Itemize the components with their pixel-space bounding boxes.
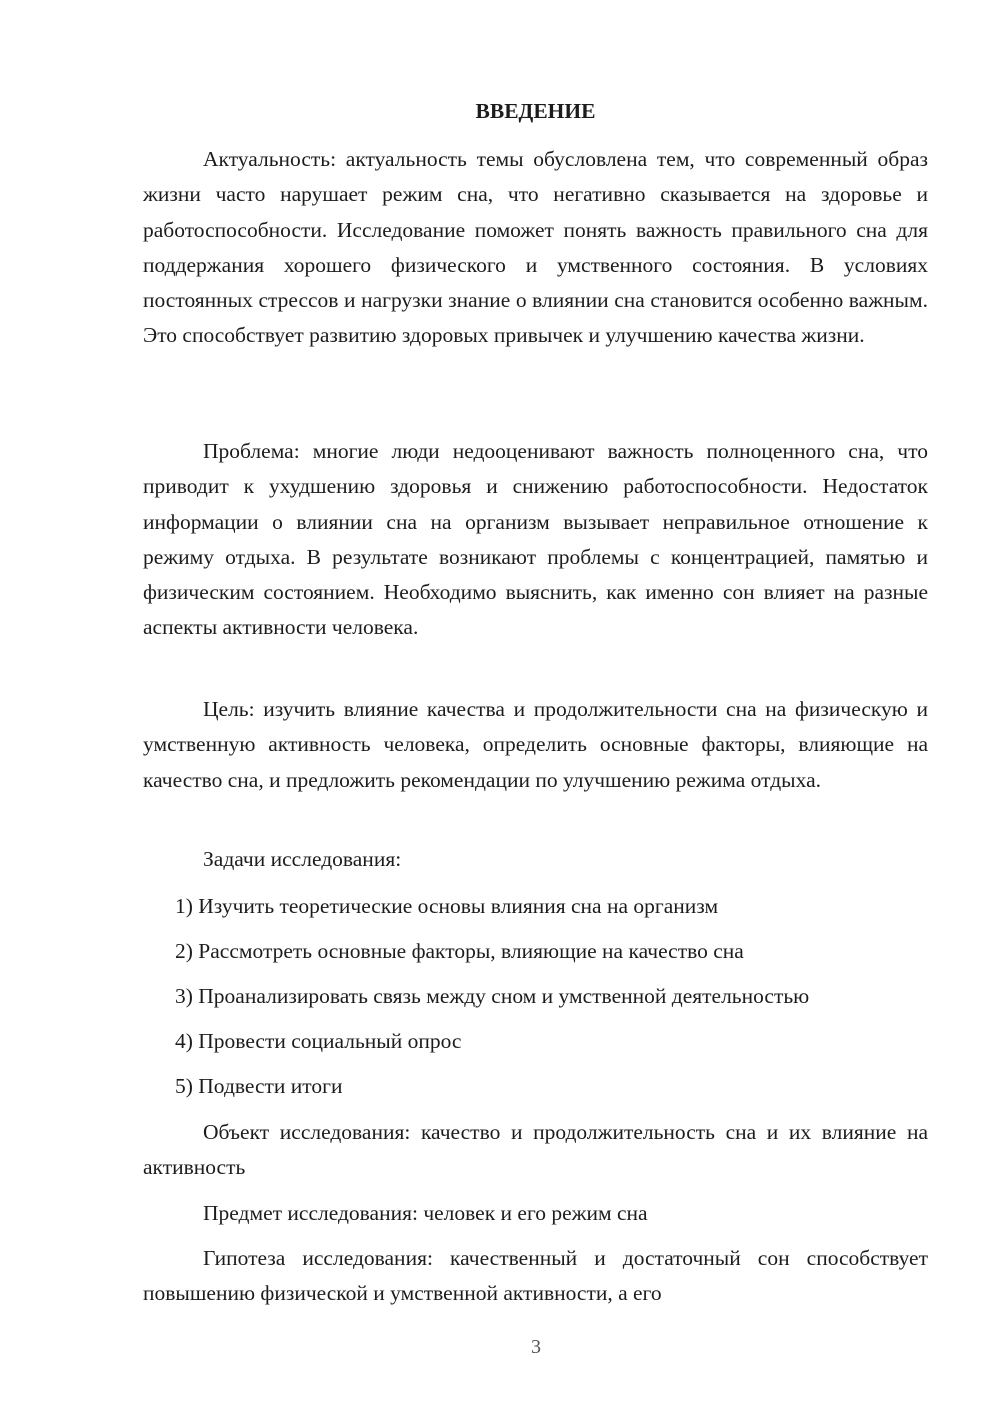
goal-paragraph: Цель: изучить влияние качества и продолжительности сна на физическую и умственную активность человека, определить основные факторы, влияющие на качество сна, и предложить рекомендации по улучшению режима отдыха. [143, 697, 928, 792]
task-item: 5) Подвести итоги [175, 1074, 343, 1098]
object-paragraph: Объект исследования: качество и продолжительность сна и их влияние на активность [143, 1120, 928, 1180]
tasks-title: Задачи исследования: [203, 847, 402, 871]
problem-paragraph: Проблема: многие люди недооценивают важность полноценного сна, что приводит к ухудшению здоровья и снижению работоспособности. Недостаток информации о влиянии сна на организм вызывает неправильное отношение к режиму отдыха. В результате возникают проблемы с концентрацией, памятью и физическим состоянием. Необходимо выяснить, как именно сон влияет на разные аспекты активности человека. [143, 439, 928, 640]
page-number: 3 [531, 1336, 541, 1358]
hypothesis-paragraph: Гипотеза исследования: качественный и достаточный сон способствует повышению физической и умственной активности, а его [143, 1246, 928, 1306]
task-item: 3) Проанализировать связь между сном и умственной деятельностью [175, 984, 810, 1008]
subject-paragraph: Предмет исследования: человек и его режим сна [203, 1201, 648, 1225]
relevance-paragraph: Актуальность: актуальность темы обусловлена тем, что современный образ жизни часто нарушает режим сна, что негативно сказывается на здоровье и работоспособности. Исследование поможет понять важность правильного сна для поддержания хорошего физического и умственного состояния. В условиях постоянных стрессов и нагрузки знание о влиянии сна становится особенно важным. Это способствует развитию здоровых привычек и улучшению качества жизни. [143, 147, 928, 348]
section-heading: ВВЕДЕНИЕ [475, 99, 596, 123]
task-item: 4) Провести социальный опрос [175, 1029, 462, 1053]
task-item: 1) Изучить теоретические основы влияния сна на организм [175, 894, 719, 918]
task-item: 2) Рассмотреть основные факторы, влияющие на качество сна [175, 939, 744, 963]
